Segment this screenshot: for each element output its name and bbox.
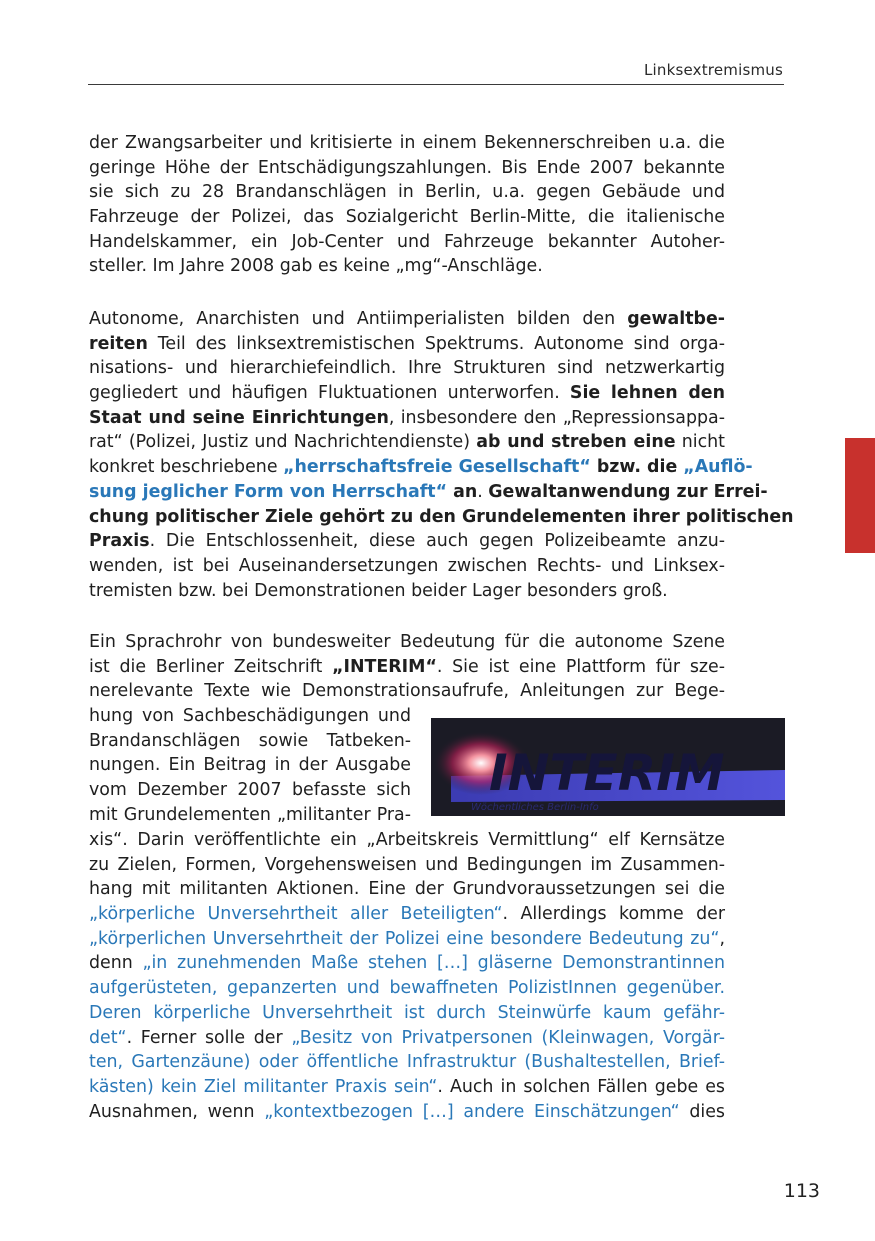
text-line xyxy=(89,655,725,680)
quote-text: „kontextbezogen […] andere Einschätzungen“ xyxy=(264,1101,680,1122)
text-line: der Zwangsarbeiter und kritisierte in einem Bekennerschreiben u.a. die xyxy=(89,133,725,153)
text-line: xis“. Darin veröffentlichte ein „Arbeitskreis Vermittlung“ elf Kernsätze xyxy=(89,830,725,850)
text-line: nerelevante Texte wie Demonstrationsaufrufe, Anleitungen zur Bege- xyxy=(89,681,725,702)
text-run: . Allerdings komme der xyxy=(502,904,725,925)
text-line xyxy=(89,1026,725,1051)
text-line: aufgerüsteten, gepanzerten und bewaffneten PolizistInnen gegenüber. xyxy=(89,978,725,999)
text-line: tremisten bzw. bei Demonstrationen beider Lager besonders groß. xyxy=(89,580,668,601)
quote-text: „Besitz von Privatpersonen (Kleinwagen, Vorgär- xyxy=(291,1027,726,1048)
text-run: . xyxy=(477,481,489,502)
bold-text: Staat und seine Einrichtungen xyxy=(89,407,389,428)
bold-text: bzw. die xyxy=(590,457,684,478)
text-run: . Sie ist eine Plattform für sze- xyxy=(436,656,725,677)
text-line: Ein Sprachrohr von bundesweiter Bedeutung für die autonome Szene xyxy=(89,632,725,652)
text-run: denn xyxy=(89,953,143,974)
text-line xyxy=(89,332,725,357)
quote-text: „in zunehmenden Maße stehen […] gläserne Demonstrantinnen xyxy=(142,953,725,974)
quote-text: „herrschaftsfreie Gesellschaft“ xyxy=(283,457,591,478)
text-line: hung von Sachbeschädigungen und xyxy=(89,706,411,726)
text-line: sie sich zu 28 Brandanschlägen in Berlin, u.a. gegen Gebäude und xyxy=(89,182,725,203)
bold-text: „INTERIM“ xyxy=(332,656,437,677)
text-run: . Auch in solchen Fällen gebe es xyxy=(437,1076,725,1097)
interim-logo-image xyxy=(431,718,785,816)
paragraph-2 xyxy=(89,307,794,603)
text-line: Brandanschlägen sowie Tatbeken- xyxy=(89,730,411,751)
text-line: Deren körperliche Unversehrtheit ist durch Steinwürfe kaum gefähr- xyxy=(89,1002,725,1023)
quote-text: „körperliche Unversehrtheit aller Beteiligten“ xyxy=(89,904,503,925)
text-line: mit Grundelementen „militanter Pra- xyxy=(89,804,411,825)
quote-text: kästen) kein Ziel militanter Praxis sein“ xyxy=(89,1076,438,1097)
text-line xyxy=(89,430,725,455)
bold-text: reiten xyxy=(89,333,148,354)
text-run: Teil des linksextremistischen Spektrums. Autonome sind orga- xyxy=(147,333,725,354)
text-line: hang mit militanten Aktionen. Eine der Grundvoraussetzungen sei die xyxy=(89,879,725,900)
text-line xyxy=(89,406,725,431)
interim-logo-tagline: Wöchentliches Berlin-Info xyxy=(471,802,599,813)
text-run: ist die Berliner Zeitschrift xyxy=(89,656,333,677)
text-line: Handelskammer, ein Job-Center und Fahrzeuge bekannter Autoher- xyxy=(89,231,725,252)
quote-text: „Auflö- xyxy=(683,457,753,478)
bold-text: ab und streben eine xyxy=(476,432,676,453)
interim-logo-title: INTERIM xyxy=(489,744,725,802)
text-line xyxy=(89,307,725,332)
text-run: konkret beschriebene xyxy=(89,457,284,478)
text-line: ten, Gartenzäune) oder öffentliche Infrastruktur (Bushaltestellen, Brief- xyxy=(89,1052,725,1073)
text-run: . Ferner solle der xyxy=(126,1027,292,1048)
text-line xyxy=(89,455,753,480)
interim-logo-graphic xyxy=(431,718,785,816)
running-header: Linksextremismus xyxy=(643,61,783,79)
text-run: , insbesondere den „Repressionsappa- xyxy=(388,407,725,428)
header-rule xyxy=(88,84,784,85)
text-line: Fahrzeuge der Polizei, das Sozialgericht Berlin-Mitte, die italienische xyxy=(89,207,725,228)
text-line xyxy=(89,902,725,927)
text-run: dies xyxy=(679,1101,725,1122)
text-line: nungen. Ein Beitrag in der Ausgabe xyxy=(89,755,411,776)
paragraph-1 xyxy=(89,131,725,279)
text-line: geringe Höhe der Entschädigungszahlungen. Bis Ende 2007 bekannte xyxy=(89,157,725,178)
paragraph-3 xyxy=(89,630,725,704)
paragraph-3-beside-image xyxy=(89,704,411,827)
quote-text: sung jeglicher Form von Herrschaft“ xyxy=(89,481,448,502)
text-run: Ausnahmen, wenn xyxy=(89,1101,265,1122)
text-line xyxy=(89,1100,725,1125)
page-number: 113 xyxy=(783,1180,820,1202)
bold-text: gewaltbe- xyxy=(627,309,725,329)
text-line xyxy=(89,529,725,554)
text-line: wenden, ist bei Auseinandersetzungen zwischen Rechts- und Linksex- xyxy=(89,555,725,576)
text-line xyxy=(89,951,725,976)
text-line: vom Dezember 2007 befasste sich xyxy=(89,780,411,801)
paragraph-3-continued xyxy=(89,828,725,1124)
text-line: chung politischer Ziele gehört zu den Grundelementen ihrer politischen xyxy=(89,506,794,527)
text-line xyxy=(89,480,768,505)
text-line xyxy=(89,1075,725,1100)
text-run: rat“ (Polizei, Justiz und Nachrichtendienste) xyxy=(89,432,477,453)
chapter-color-tab xyxy=(845,438,875,553)
text-line xyxy=(89,927,725,952)
text-run: nicht xyxy=(675,432,725,453)
quote-text: „körperlichen Unversehrtheit der Polizei eine besondere Bedeutung zu“ xyxy=(89,928,720,949)
bold-text: Gewaltanwendung zur Errei- xyxy=(488,481,768,502)
text-run: . Die Entschlossenheit, diese auch gegen Polizeibeamte anzu- xyxy=(149,531,725,552)
text-run: , xyxy=(719,928,725,949)
bold-text: Praxis xyxy=(89,531,150,552)
text-line: zu Zielen, Formen, Vorgehensweisen und Bedingungen im Zusammen- xyxy=(89,854,725,875)
text-run: gegliedert und häufigen Fluktuationen unterworfen. xyxy=(89,383,570,404)
text-line: steller. Im Jahre 2008 gab es keine „mg“-Anschläge. xyxy=(89,256,543,277)
text-line: nisations- und hierarchiefeindlich. Ihre Strukturen sind netzwerkartig xyxy=(89,358,725,379)
quote-text: det“ xyxy=(89,1027,127,1048)
bold-text: Sie lehnen den xyxy=(569,383,725,404)
text-line xyxy=(89,381,725,406)
text-run: Autonome, Anarchisten und Antiimperialisten bilden den xyxy=(89,309,628,329)
bold-text: an xyxy=(447,481,478,502)
